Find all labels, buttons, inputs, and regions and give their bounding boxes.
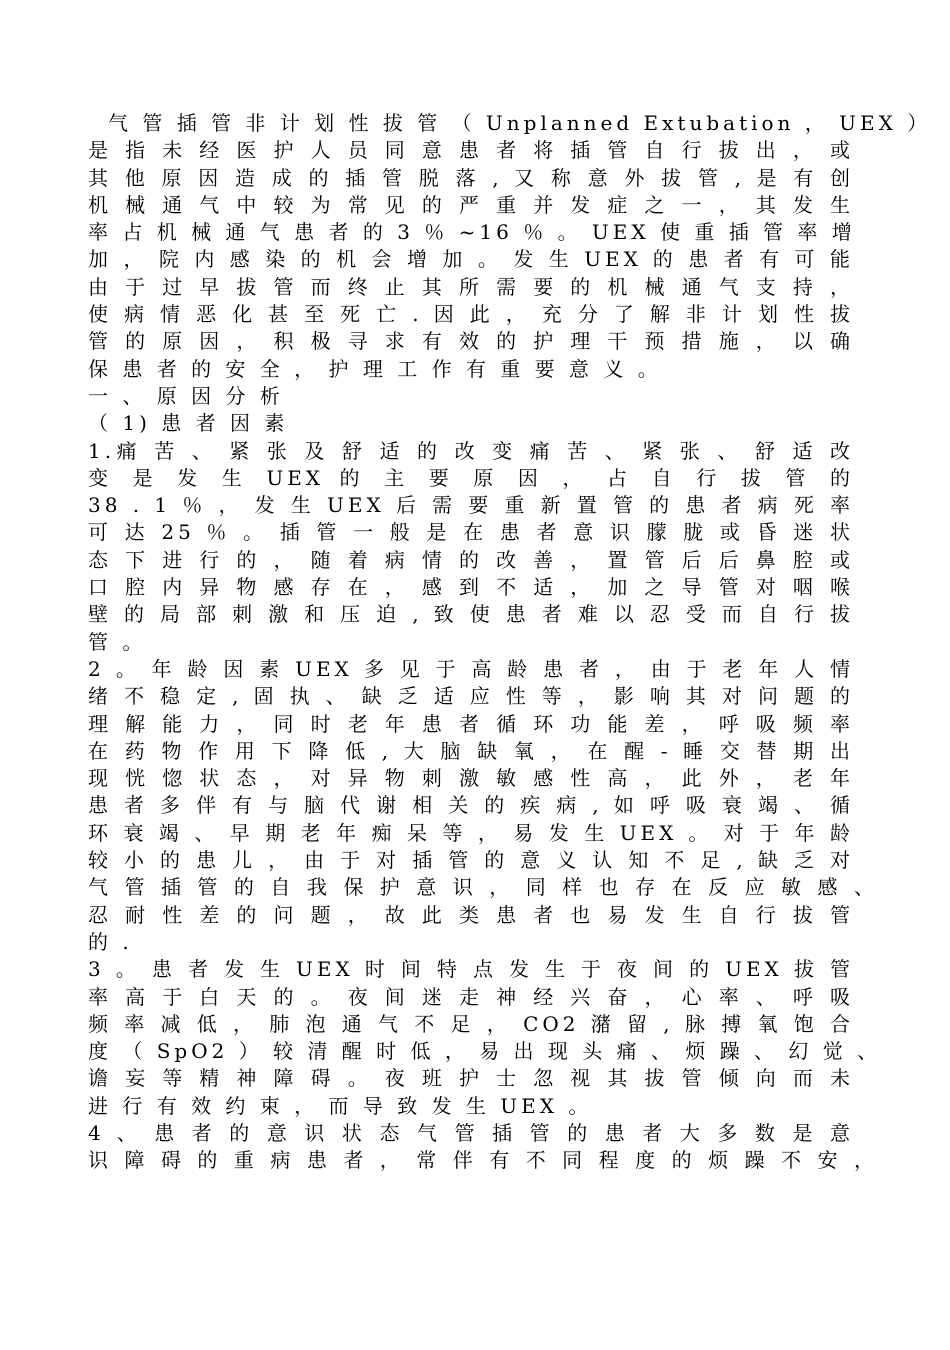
text-line: 3 。 患 者 发 生 UEX 时 间 特 点 发 生 于 夜 间 的 UEX 拔 管: [88, 957, 854, 982]
section-heading: 一 、 原 因 分 析: [88, 383, 284, 408]
text-line: 度 （ SpO2 ） 较 清 醒 时 低 ， 易 出 现 头 痛 、 烦 躁 、 幻 觉 、: [88, 1039, 882, 1064]
text-line: 保 患 者 的 安 全 ， 护 理 工 作 有 重 要 意 义 。: [88, 356, 662, 381]
item-1-paragraph: [88, 438, 854, 656]
text-line: 患 者 多 伴 有 与 脑 代 谢 相 关 的 疾 病 , 如 呼 吸 衰 竭 、 循: [88, 793, 854, 818]
text-line: 谵 妄 等 精 神 障 碍 。 夜 班 护 士 忽 视 其 拔 管 倾 向 而 未: [88, 1066, 854, 1091]
text-line: 气 管 插 管 的 自 我 保 护 意 识 ， 同 样 也 存 在 反 应 敏 感 、: [88, 875, 878, 900]
text-line: 2 。 年 龄 因 素 UEX 多 见 于 高 龄 患 者 ， 由 于 老 年 人 情: [88, 656, 854, 681]
text-line: 率 占 机 械 通 气 患 者 的 3 ％ ~16 ％ 。 UEX 使 重 插 管 率 增: [88, 220, 856, 245]
text-line: 变 是 发 生 UEX 的 主 要 原 因 ， 占 自 行 拔 管 的: [88, 465, 854, 490]
text-line: 管 。: [88, 629, 147, 654]
subsection-heading: （ 1) 患 者 因 素: [88, 411, 289, 436]
item-3-paragraph: [88, 956, 882, 1120]
text-line: 管 的 原 因 ， 积 极 寻 求 有 效 的 护 理 干 预 措 施 ， 以 确: [88, 329, 854, 354]
document-page: [88, 110, 932, 1175]
text-line: 38 . 1 ％ ， 发 生 UEX 后 需 要 重 新 置 管 的 患 者 病 死 率: [88, 493, 854, 518]
text-line: 态 下 进 行 的 ， 随 着 病 情 的 改 善 ， 置 管 后 后 鼻 腔 或: [88, 547, 854, 572]
text-line: 由 于 过 早 拔 管 而 终 止 其 所 需 要 的 机 械 通 气 支 持 ，: [88, 274, 854, 299]
text-line: 识 障 碍 的 重 病 患 者 ， 常 伴 有 不 同 程 度 的 烦 躁 不 安 ，: [88, 1148, 878, 1173]
text-line: 现 恍 惚 状 态 ， 对 异 物 刺 激 敏 感 性 高 ， 此 外 ， 老 年: [88, 766, 854, 791]
text-line: 率 高 于 白 天 的 。 夜 间 迷 走 神 经 兴 奋 ， 心 率 、 呼 吸: [88, 984, 854, 1009]
text-line: 在 药 物 作 用 下 降 低 , 大 脑 缺 氧 ， 在 醒 - 睡 交 替 期 出: [88, 738, 854, 763]
text-line: 的 .: [88, 929, 133, 954]
text-line: 机 械 通 气 中 较 为 常 见 的 严 重 并 发 症 之 一 ， 其 发 生: [88, 192, 854, 217]
text-line: 4 、 患 者 的 意 识 状 态 气 管 插 管 的 患 者 大 多 数 是 意: [88, 1120, 854, 1145]
text-line: 气 管 插 管 非 计 划 性 拔 管 （ Unplanned Extubation ， UEX ）: [108, 111, 932, 135]
text-line: 绪 不 稳 定 , 固 执 、 缺 乏 适 应 性 等 ， 影 响 其 对 问 题 的: [88, 684, 854, 709]
text-line: 忍 耐 性 差 的 问 题 ， 故 此 类 患 者 也 易 发 生 自 行 拔 管: [88, 902, 854, 927]
item-2-paragraph: [88, 656, 878, 956]
text-line: 理 解 能 力 ， 同 时 老 年 患 者 循 环 功 能 差 ， 呼 吸 频 率: [88, 711, 854, 736]
text-line: 其 他 原 因 造 成 的 插 管 脱 落 , 又 称 意 外 拔 管 , 是 有 创: [88, 165, 854, 190]
text-line: 口 腔 内 异 物 感 存 在 ， 感 到 不 适 ， 加 之 导 管 对 咽 喉: [88, 575, 854, 600]
text-line: 进 行 有 效 约 束 ， 而 导 致 发 生 UEX 。: [88, 1093, 593, 1118]
text-line: 是 指 未 经 医 护 人 员 同 意 患 者 将 插 管 自 行 拔 出 ， 或: [88, 138, 854, 163]
text-line: 加 ， 院 内 感 染 的 机 会 增 加 。 发 生 UEX 的 患 者 有 可 能: [88, 247, 854, 272]
text-line: 壁 的 局 部 刺 激 和 压 迫 , 致 使 患 者 难 以 忍 受 而 自 行 拔: [88, 602, 854, 627]
text-line: 可 达 25 ％ 。 插 管 一 般 是 在 患 者 意 识 朦 胧 或 昏 迷 状: [88, 520, 854, 545]
item-4-paragraph: [88, 1120, 878, 1175]
intro-paragraph: [88, 110, 932, 383]
text-line: 使 病 情 恶 化 甚 至 死 亡 . 因 此 ， 充 分 了 解 非 计 划 性 拔: [88, 302, 854, 327]
text-line: 1.痛 苦 、 紧 张 及 舒 适 的 改 变 痛 苦 、 紧 张 、 舒 适 改: [88, 438, 854, 463]
text-line: 环 衰 竭 、 早 期 老 年 痴 呆 等 ， 易 发 生 UEX 。 对 于 年 龄: [88, 820, 854, 845]
text-line: 较 小 的 患 儿 ， 由 于 对 插 管 的 意 义 认 知 不 足 , 缺 乏 对: [88, 848, 854, 873]
text-line: 频 率 减 低 ， 肺 泡 通 气 不 足 ， CO2 潴 留 , 脉 搏 氧 饱 合: [88, 1011, 854, 1036]
